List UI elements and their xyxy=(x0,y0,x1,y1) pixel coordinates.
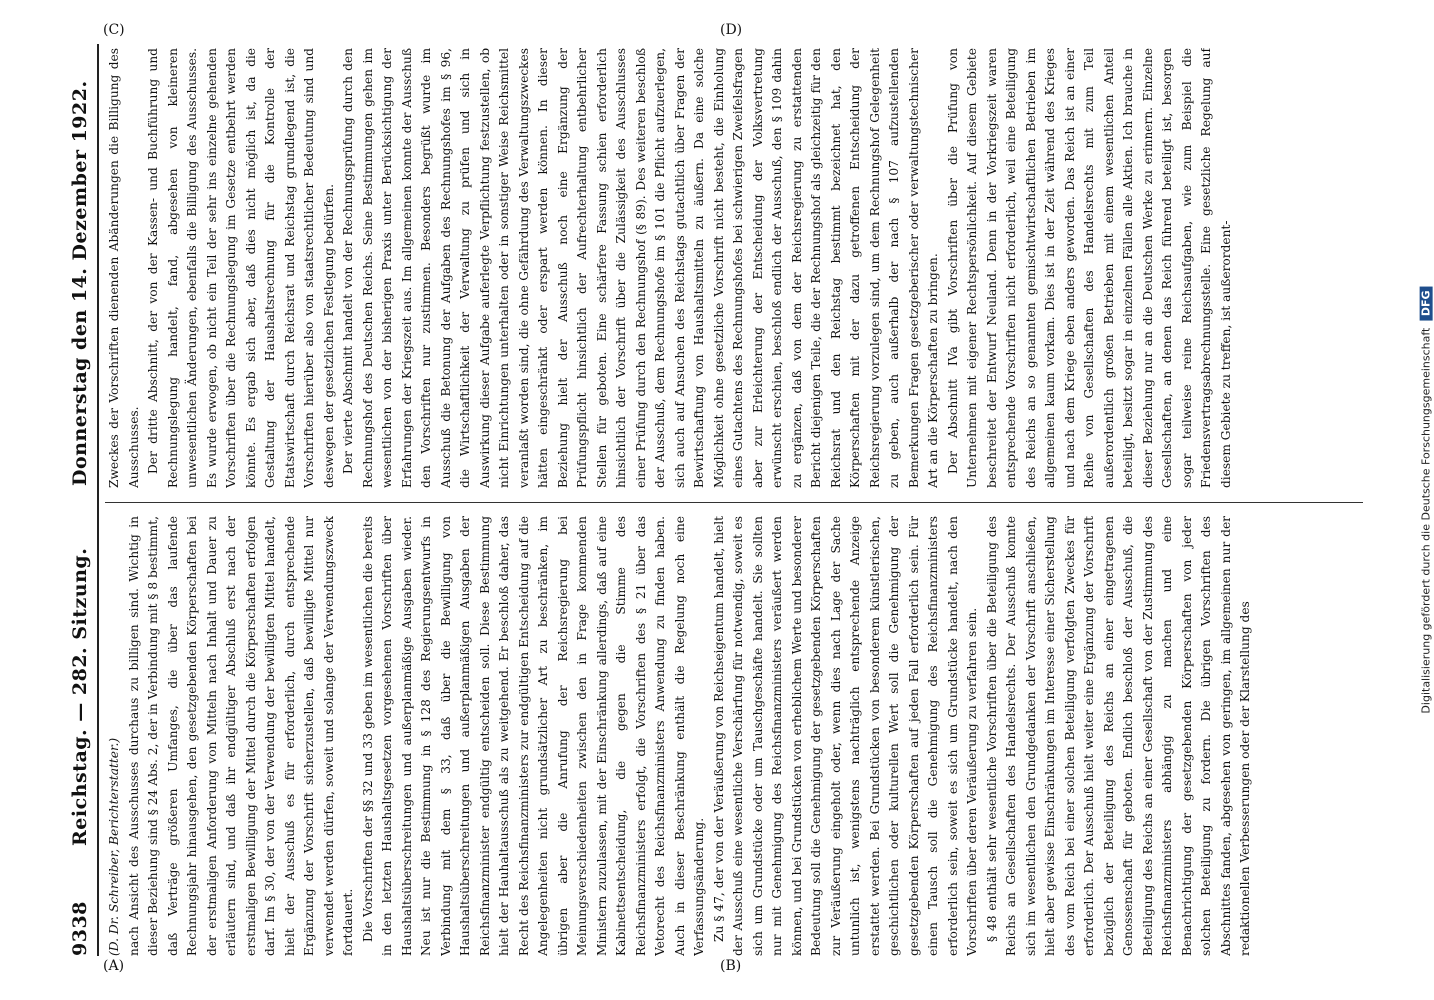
margin-label-c: (C) xyxy=(103,22,125,38)
left-paragraph: Zu § 47, der von der Veräußerung von Reichseigentum handelt, hielt der Ausschuß eine wesentliche Verschärfung für notwendig, soweit es sich um Grundstücke oder um Tauschgeschäfte handelt. Sie sollten nur mit Genehmigung des Reichsfinanzministers veräußert werden können, und bei Grundstücken von erheblichem Werte und besonderer Bedeutung soll die Genehmigung der gesetzgebenden Körperschaften zur Veräußerung eingeholt oder, wenn dies nach Lage der Sache untunlich ist, wenigstens nachträglich entsprechende Anzeige erstattet werden. Bei Grundstücken von besonderem künstlerischen, geschichtlichen oder kulturellen Wert soll die Genehmigung der gesetzgebenden Körperschaften auf jeden Fall erforderlich sein. Für einen Tausch soll die Genehmigung des Reichsfinanzministers erforderlich sein, soweit es sich um Grundstücke handelt, nach den Vorschriften über deren Veräußerung zu verfahren sein. xyxy=(711,516,979,956)
header-rule xyxy=(97,44,99,956)
left-paragraph: Die Vorschriften der §§ 32 und 33 geben im wesentlichen die bereits in den letzten Haushaltsgesetzen vorgesehenen Vorschriften über Haushaltsüberschreitungen und außerplanmäßige Ausgaben wieder. Neu ist nur die Bestimmung in § 128 des Regierungsentwurfs in Verbindung mit dem § 33, daß über die Bewilligung von Haushaltsüberschreitungen und außerplanmäßigen Ausgaben der Reichsfinanzminister endgültig entscheiden soll. Diese Bestimmung hielt der Hauhaltausschuß als zu weitgehend. Er beschloß daher, das Recht des Reichsfinanzministers zur endgültigen Entscheidung auf die Angelegenheiten nicht grundsätzlicher Art zu beschränken, im übrigen aber die Anrufung der Reichsregierung bei Meinungsverschiedenheiten zwischen den in Frage kommenden Ministern zuzulassen, mit der Einschränkung allerdings, daß auf eine Kabinettsentscheidung, die gegen die Stimme des Reichsfinanzministers erfolgt, die Vorschriften des § 21 über das Vetorecht des Reichsfinanzministers Anwendung zu finden haben. Auch in dieser Beschränkung enthält die Regelung noch eine Verfassungsänderung. xyxy=(360,516,706,956)
document-page xyxy=(47,20,1387,980)
right-paragraph: Zweckes der Vorschriften dienenden Abänderungen die Billigung des Ausschusses. xyxy=(107,48,141,488)
right-paragraph: Der vierte Abschnitt handelt von der Rechnungsprüfung durch den Rechnungshof des Deutschen Reichs. Seine Bestimmungen gehen im wesentlichen von der bisherigen Praxis unter Berücksichtigung der Erfahrungen der Kriegszeit aus. Im allgemeinen konnte der Ausschuß den Vorschriften nur zustimmen. Besonders begrüßt wurde im Ausschuß die Betonung der Aufgaben des Rechnungshofes im § 96, die Wirtschaftlichkeit der Verwaltung zu prüfen und sich in Auswirkung dieser Aufgabe auferlegte Verpflichtung festzustellen, ob nicht Einrichtungen unterhalten oder in sonstiger Weise Reichsmittel veranlaßt worden sind, die ohne Gefährdung des Verwaltungszweckes hätten eingeschränkt oder erspart werden können. In dieser Beziehung hielt der Ausschuß noch eine Ergänzung der Prüfungspflicht hinsichtlich der Aufrechterhaltung entbehrlicher Stellen für geboten. Eine schärfere Fassung schien erforderlich hinsichtlich der Vorschrift über die Zulässigkeit des Ausschlusses einer Prüfung durch den Rechnungshof (§ 89). Des weiteren beschloß der Ausschuß, dem Rechnungshofe im § 101 die Pflicht aufzuerlegen, sich auch auf Ansuchen des Reichstags gutachtlich über Fragen der Bewirtschaftung von Haushaltsmitteln zu äußern. Da eine solche Möglichkeit ohne gesetzliche Vorschrift nicht besteht, die Einholung eines Gutachtens des Rechnungshofes bei schwierigen Zweifelsfragen aber zur Erleichterung der Entscheidung der Volksvertretung erwünscht erschien, beschloß endlich der Ausschuß, den § 109 dahin zu ergänzen, daß von dem der Reichsregierung zu erstattenden Bericht diejenigen Teile, die der Rechnungshof als gleichzeitig für den Reichsrat und den Reichstag bestimmt bezeichnet hat, den Körperschaften mit der dazu getroffenen Entscheidung der Reichsregierung vorzulegen sind, um dem Rechnungshof Gelegenheit zu geben, auch außerhalb der nach § 107 aufzustellenden Bemerkungen Fragen gesetzgeberischer oder verwaltungstechnischer Art an die Körperschaften zu bringen. xyxy=(341,48,940,488)
right-paragraph: Der dritte Abschnitt, der von der Kassen- und Buchführung und Rechnungslegung handelt, fand, abgesehen von kleineren unwesentlichen Änderungen, ebenfalls die Billigung des Ausschusses. Es wurde erwogen, ob nicht ein Teil der sehr ins einzelne gehenden Vorschriften über die Rechnungslegung im Gesetze entbehrt werden könnte. Es ergab sich aber, daß dies nicht möglich ist, da die Gestaltung der Haushaltsrechnung für die Kontrolle der Etatswirtschaft durch Reichsrat und Reichstag grundlegend ist, die Vorschriften hierüber also von staatsrechtlicher Bedeutung sind und deswegen der gesetzlichen Festlegung bedürfen. xyxy=(146,48,336,488)
dfg-logo: DFG xyxy=(1420,286,1433,320)
digitization-note xyxy=(1420,286,1433,713)
margin-label-b: (B) xyxy=(720,958,742,974)
page-header xyxy=(65,44,95,956)
header-date: Donnerstag den 14. Dezember 1922. xyxy=(69,80,91,486)
left-paragraph: nach Ansicht des Ausschusses durchaus zu billigen sind. Wichtig in dieser Beziehung sind § 24 Abs. 2, der in Verbindung mit § 8 bestimmt, daß Verträge größeren Umfanges, die über das laufende Rechnungsjahr hinausgehen, den gesetzgebenden Körperschaften bei der erstmaligen Anforderung von Mitteln nach Inhalt und Dauer zu erläutern sind, und daß ihr endgültiger Abschluß erst nach der erstmaligen Bewilligung der Mittel durch die Körperschaften erfolgen darf. Im § 30, der von der Verwendung der bewilligten Mittel handelt, hielt der Ausschuß es für erforderlich, durch entsprechende Ergänzung der Vorschrift sicherzustellen, daß bewilligte Mittel nur verwendet werden dürfen, soweit und solange der Verwendungszweck fortdauert. xyxy=(126,516,355,956)
left-paragraph: § 48 enthält sehr wesentliche Vorschriften über die Beteiligung des Reichs an Gesellschaften des Handelsrechts. Der Ausschuß konnte sich im wesentlichen den Grundgedanken der Vorschrift anschließen, hielt aber gewisse Einschränkungen im Interesse einer Sicherstellung des vom Reich bei einer solchen Beteiligung verfolgten Zweckes für erforderlich. Der Ausschuß hielt weiter eine Ergänzung der Vorschrift bezüglich der Beteiligung des Reichs an einer eingetragenen Genossenschaft für geboten. Endlich beschloß der Ausschuß, die Beteiligung des Reichs an einer Gesellschaft von der Zustimmung des Reichsfinanzministers abhängig zu machen und eine Benachrichtigung der gesetzgebenden Körperschaften von jeder solchen Beteiligung zu fordern. Die übrigen Vorschriften des Abschnittes fanden, abgesehen von geringen, im allgemeinen nur der redaktionellen Verbesserungen oder der Klarstellung des xyxy=(984,516,1252,956)
header-title: Reichstag. — 282. Sitzung. xyxy=(69,547,91,846)
right-paragraph: Der Abschnitt IVa gibt Vorschriften über die Prüfung von Unternehmen mit eigener Rechtspersönlichkeit. Auf diesem Gebiete beschreitet der Entwurf Neuland. Denn in der Vorkriegszeit waren entsprechende Vorschriften nicht erforderlich, weil eine Beteiligung des Reichs an so genannten gemischtwirtschaftlichen Betrieben im allgemeinen kaum vorkam. Dies ist in der Zeit während des Krieges und nach dem Kriege eben anders geworden. Das Reich ist an einer Reihe von Gesellschaften des Handelsrechts mit zum Teil außerordentlich großen Betrieben mit einem wesentlichen Anteil beteiligt, besitzt sogar in einzelnen Fällen alle Aktien. Ich brauche in dieser Beziehung nur an die Deutschen Werke zu erinnern. Einzelne Gesellschaften, an denen das Reich führend beteiligt ist, besorgen sogar teilweise reine Reichsaufgaben, wie zum Beispiel die Friedensvertragsabrechnungsstelle. Eine gesetzliche Regelung auf diesem Gebiete zu treffen, ist außerordent- xyxy=(945,48,1233,488)
margin-label-d: (D) xyxy=(720,22,743,38)
right-column xyxy=(105,48,1363,488)
left-column xyxy=(105,516,1363,956)
column-separator xyxy=(105,502,1363,503)
speaker-line: (D. Dr. Schreiber, Berichterstatter.) xyxy=(107,737,121,956)
page-number: 9338 xyxy=(69,901,91,956)
margin-label-a: (A) xyxy=(103,958,125,974)
digitization-text: Digitalisierung gefördert durch die Deutsche Forschungsgemeinschaft xyxy=(1419,327,1433,714)
